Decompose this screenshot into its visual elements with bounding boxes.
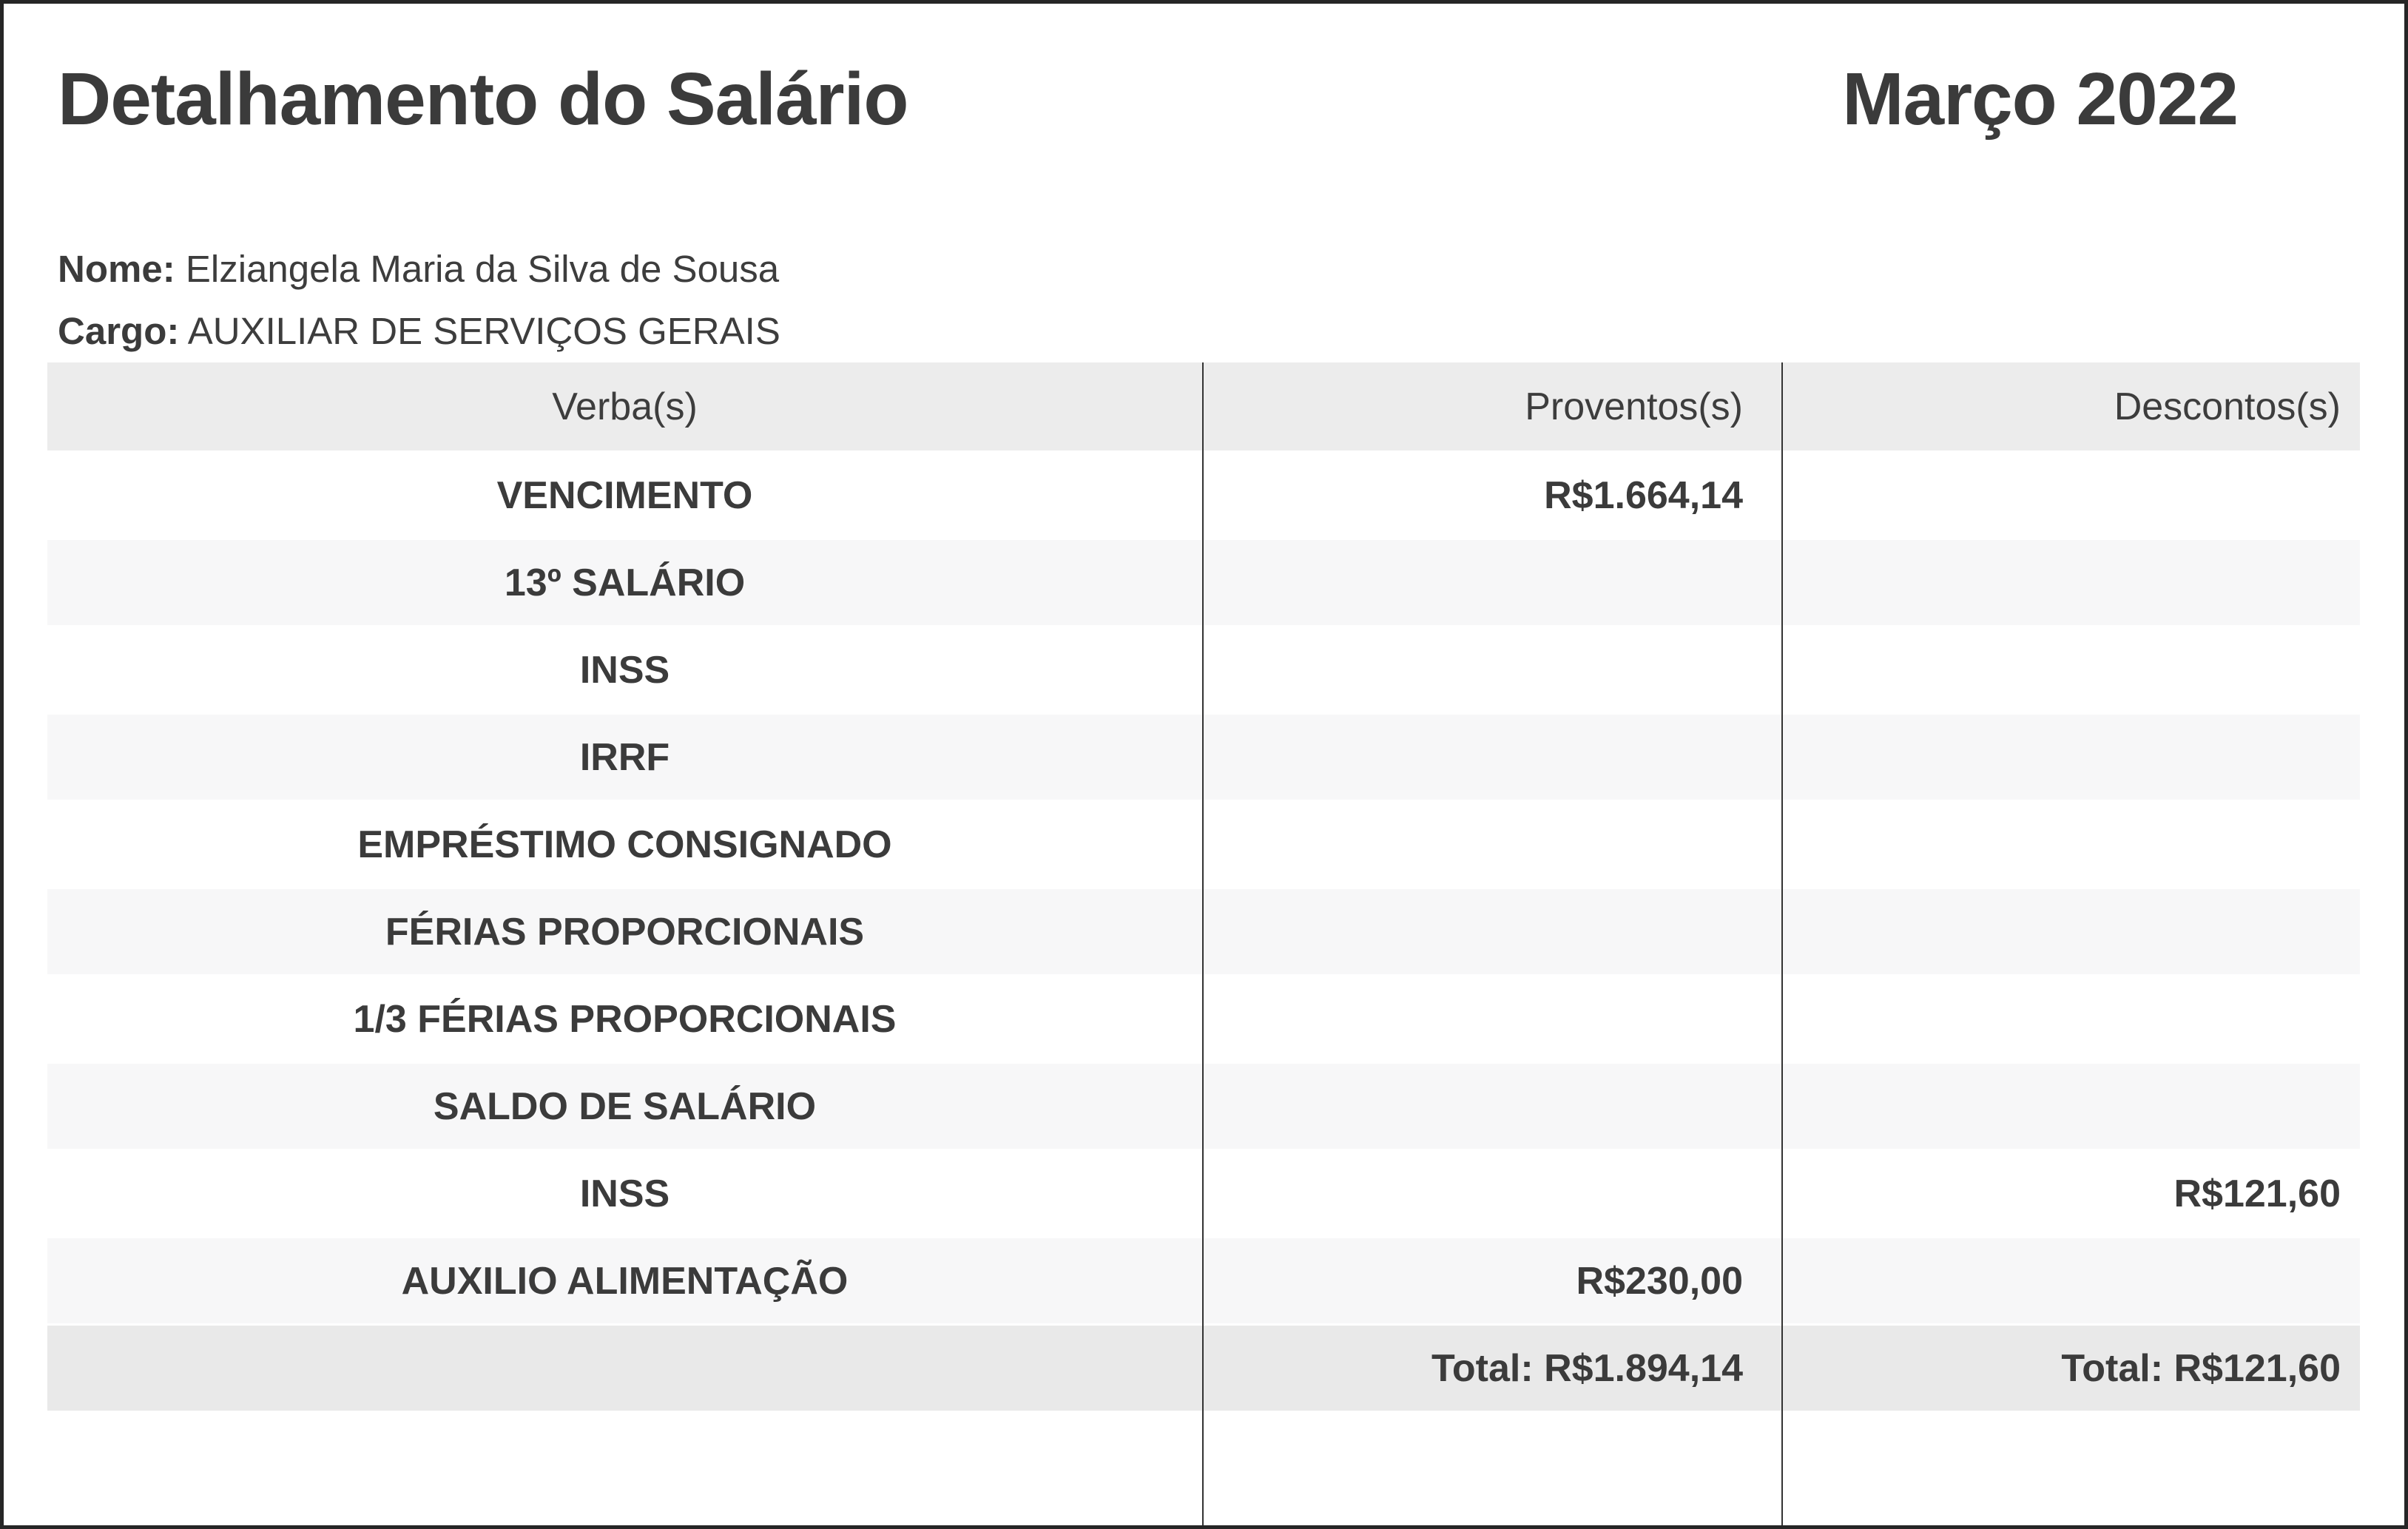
verba-cell: EMPRÉSTIMO CONSIGNADO (357, 823, 892, 866)
table-row (47, 1151, 2360, 1238)
table-row (47, 627, 2360, 715)
column-divider-1 (1202, 362, 1204, 1525)
name-label: Nome: (58, 248, 175, 290)
verba-cell: INSS (579, 1172, 670, 1215)
verba-cell: IRRF (579, 735, 670, 779)
header-proventos: Proventos(s) (1525, 385, 1743, 428)
page-title: Detalhamento do Salário (58, 58, 908, 141)
employee-name: Elziangela Maria da Silva de Sousa (185, 248, 780, 290)
table-row (47, 889, 2360, 976)
header-verba: Verba(s) (552, 385, 698, 428)
totals-row (47, 1326, 2360, 1413)
proventos-cell: R$1.664,14 (1544, 473, 1743, 517)
verba-cell: VENCIMENTO (496, 473, 753, 517)
table-row (47, 802, 2360, 889)
employee-name-line (58, 238, 2404, 300)
verba-cell: AUXILIO ALIMENTAÇÃO (401, 1259, 849, 1303)
table-row (47, 453, 2360, 540)
verba-cell: INSS (579, 648, 670, 692)
employee-role: AUXILIAR DE SERVIÇOS GERAIS (187, 310, 780, 352)
proventos-cell: R$230,00 (1576, 1259, 1743, 1303)
verba-cell: SALDO DE SALÁRIO (433, 1084, 817, 1128)
table-header-row (47, 362, 2360, 453)
totals-proventos-cell: Total: R$1.894,14 (1431, 1346, 1743, 1390)
table-row (47, 1238, 2360, 1326)
descontos-cell: R$121,60 (2173, 1172, 2341, 1215)
role-label: Cargo: (58, 310, 180, 352)
salary-table (47, 362, 2360, 1413)
column-divider-2 (1781, 362, 1783, 1525)
header-descontos: Descontos(s) (2114, 385, 2341, 428)
employee-info (58, 238, 2404, 362)
table-row (47, 1064, 2360, 1151)
table-row (47, 540, 2360, 627)
table-row (47, 715, 2360, 802)
period-label: Março 2022 (1842, 58, 2238, 141)
verba-cell: 1/3 FÉRIAS PROPORCIONAIS (353, 997, 897, 1041)
table-row (47, 976, 2360, 1064)
salary-table-body (47, 453, 2360, 1326)
verba-cell: FÉRIAS PROPORCIONAIS (385, 910, 865, 953)
verba-cell: 13º SALÁRIO (504, 561, 746, 604)
employee-role-line (58, 300, 2404, 362)
page-header (58, 57, 2238, 142)
totals-descontos-cell: Total: R$121,60 (2061, 1346, 2341, 1390)
